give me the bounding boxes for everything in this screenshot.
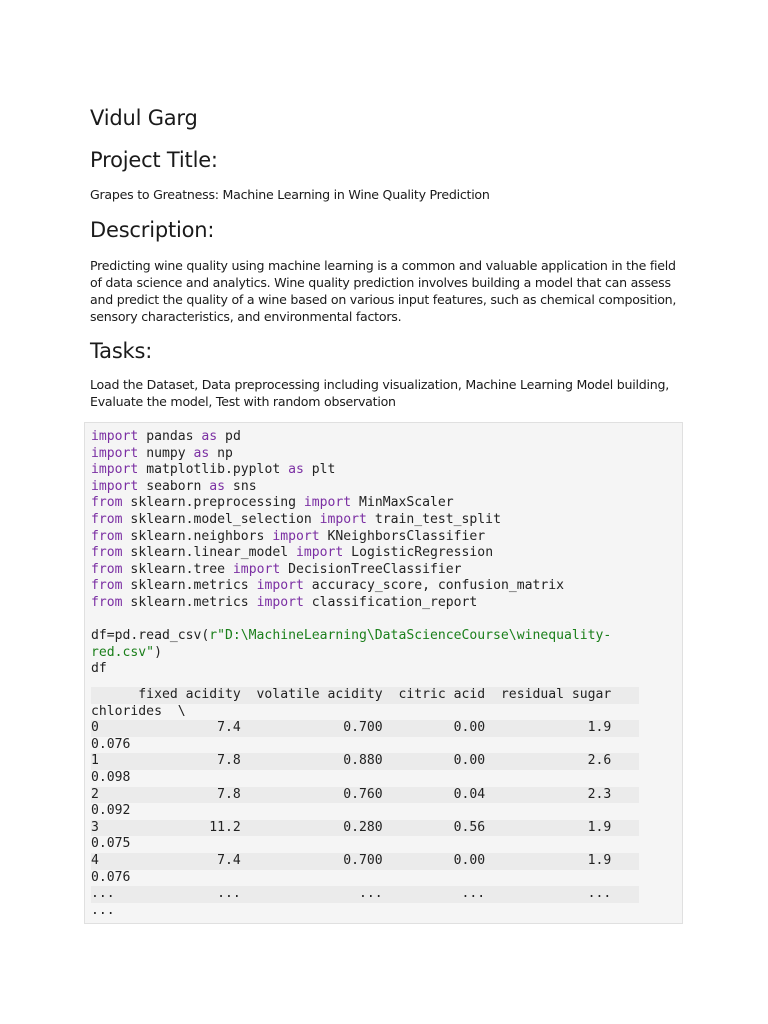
output-row: 3 11.2 0.280 0.56 1.9 xyxy=(91,820,639,837)
output-row: 0.076 xyxy=(91,869,131,885)
import-line: import pandas as pd xyxy=(91,429,241,444)
output-row: 0 7.4 0.700 0.00 1.9 xyxy=(91,720,639,737)
output-row: ... ... ... ... ... xyxy=(91,886,639,903)
tasks-heading: Tasks: xyxy=(90,339,153,363)
import-line: from sklearn.metrics import classification_report xyxy=(91,594,478,610)
output-row: 4 7.4 0.700 0.00 1.9 xyxy=(91,853,639,870)
output-row: 1 7.8 0.880 0.00 2.6 xyxy=(91,753,639,770)
df-line: df xyxy=(91,661,107,677)
import-line: from sklearn.neighbors import KNeighborsClassifier xyxy=(91,528,486,544)
description-heading: Description: xyxy=(90,218,215,242)
output-row: 0.092 xyxy=(91,803,131,819)
import-line: from sklearn.metrics import accuracy_score, confusion_matrix xyxy=(91,578,565,594)
project-title-heading: Project Title: xyxy=(90,148,218,172)
code-cell xyxy=(84,422,683,924)
import-line: from sklearn.linear_model import LogisticRegression xyxy=(91,545,494,561)
output-row: 0.076 xyxy=(91,736,131,752)
output-row: ... xyxy=(91,902,115,918)
output-row: fixed acidity volatile acidity citric acid residual sugar xyxy=(91,687,639,704)
project-title-text: Grapes to Greatness: Machine Learning in Wine Quality Prediction xyxy=(90,187,490,202)
output-row: 0.098 xyxy=(91,769,131,785)
import-line: from sklearn.tree import DecisionTreeClassifier xyxy=(91,561,462,577)
tasks-text: Load the Dataset, Data preprocessing including visualization, Machine Learning Model building, Evaluate the model, Test with random observation xyxy=(90,377,669,409)
import-line: import seaborn as sns xyxy=(91,478,257,494)
code-block xyxy=(91,429,611,678)
import-line: from sklearn.preprocessing import MinMaxScaler xyxy=(91,495,454,511)
output-row: 2 7.8 0.760 0.04 2.3 xyxy=(91,787,639,804)
import-line: import numpy as np xyxy=(91,445,233,461)
import-line: import matplotlib.pyplot as plt xyxy=(91,462,336,478)
read-csv-line-continued: red.csv") xyxy=(91,644,162,660)
dataframe-output xyxy=(91,687,639,919)
import-line: from sklearn.model_selection import train_test_split xyxy=(91,511,501,527)
output-row: 0.075 xyxy=(91,836,131,852)
author-name: Vidul Garg xyxy=(90,106,198,130)
read-csv-line: df=pd.read_csv(r"D:\MachineLearning\DataScienceCourse\winequality- xyxy=(91,628,612,644)
output-row: chlorides \ xyxy=(91,703,186,719)
description-text: Predicting wine quality using machine learning is a common and valuable application in the field of data science and analytics. Wine quality prediction involves building a model that can assess and predict the quality of a wine based on various input features, such as chemical composition, sensory characteristics, and environmental factors. xyxy=(90,258,677,324)
